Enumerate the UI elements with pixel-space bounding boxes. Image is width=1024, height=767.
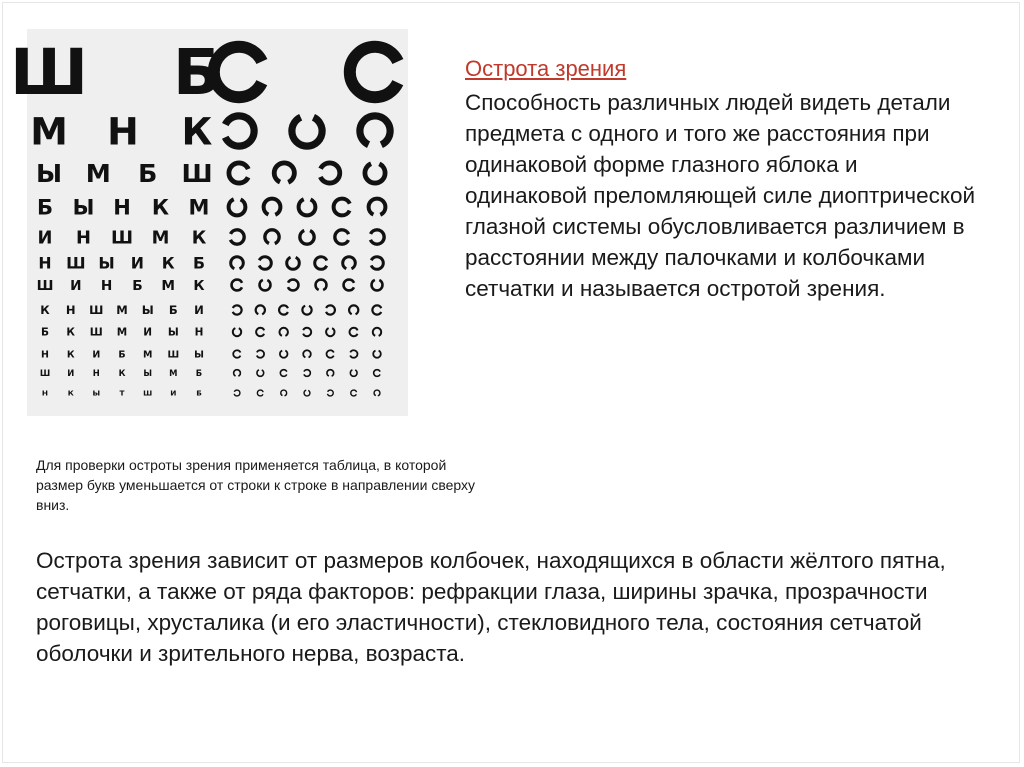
landolt-ring: [224, 116, 254, 146]
landolt-ring: [344, 280, 355, 291]
chart-letter: Н: [65, 303, 76, 318]
chart-letter: И: [92, 349, 101, 361]
landolt-ring: [233, 350, 241, 358]
chart-letter: И: [194, 303, 204, 318]
landolt-ring: [232, 280, 243, 291]
chart-letter: Н: [76, 227, 91, 249]
chart-letter: Н: [92, 367, 100, 378]
chart-letter: Ш: [143, 388, 153, 398]
chart-letter: М: [30, 109, 68, 154]
chart-letter: Б: [36, 195, 54, 220]
chart-letter: И: [70, 277, 82, 294]
chart-letter: М: [142, 349, 153, 361]
chart-letter: Б: [192, 253, 206, 273]
landolt-ring: [365, 163, 385, 183]
chart-letter: Н: [107, 109, 139, 154]
chart-letter: М: [151, 227, 170, 249]
chart-letter: К: [40, 303, 50, 318]
chart-letter: М: [188, 195, 210, 220]
definition-text: Способность различных людей видеть детали предмета с одного и того же расстояния при одинаковой форме глазного яблока и одинаковой преломляющей силе диоптрической глазной системы обусловливается различием в расстоянии между палочками и колбочками сетчатки и называется остротой зрения.: [465, 90, 976, 301]
chart-letter: Б: [195, 367, 203, 378]
landolt-ring: [256, 328, 264, 336]
chart-letter: Ы: [35, 158, 63, 188]
chart-letter: Ш: [39, 367, 51, 378]
landolt-ring: [232, 305, 241, 314]
landolt-ring: [335, 230, 349, 244]
landolt-ring: [229, 199, 246, 216]
chart-letter: Ы: [92, 388, 101, 398]
chart-letter: Т: [119, 388, 125, 398]
chart-letter: К: [193, 277, 205, 294]
chart-letter: Н: [41, 349, 49, 361]
landolt-ring: [299, 199, 316, 216]
landolt-ring: [303, 328, 311, 336]
landolt-ring: [350, 47, 400, 97]
chart-letter: М: [169, 367, 178, 378]
landolt-ring: [281, 390, 287, 396]
chart-letter: Н: [100, 277, 113, 294]
landolt-ring: [304, 390, 310, 396]
landolt-ring: [372, 280, 383, 291]
chart-letter: Ы: [167, 326, 179, 339]
chart-letter: Ш: [10, 36, 88, 110]
landolt-ring: [214, 47, 264, 97]
landolt-ring: [257, 350, 265, 358]
chart-letter: М: [161, 277, 175, 294]
chart-letter: К: [191, 227, 207, 249]
eye-chart: [10, 29, 408, 416]
chart-letter: Ы: [98, 253, 115, 273]
eye-chart-canvas: [10, 29, 408, 416]
chart-letter: И: [130, 253, 144, 273]
landolt-ring: [327, 390, 333, 396]
chart-letter: Ш: [181, 158, 213, 188]
chart-letter: К: [161, 253, 175, 273]
landolt-ring: [343, 257, 356, 270]
chart-letter: Ы: [143, 367, 153, 378]
chart-letter: К: [151, 195, 170, 220]
landolt-ring: [257, 370, 264, 377]
chart-letter: И: [67, 367, 75, 378]
chart-letter: И: [37, 227, 53, 249]
landolt-ring: [360, 116, 390, 146]
chart-letter: Ы: [72, 195, 95, 220]
landolt-ring: [233, 328, 241, 336]
landolt-ring: [350, 328, 358, 336]
chart-letter: К: [66, 326, 75, 339]
landolt-ring: [327, 350, 335, 358]
chart-letter: Б: [196, 388, 202, 398]
page-title: Острота зрения: [465, 56, 627, 81]
landolt-ring: [300, 230, 314, 244]
landolt-ring: [349, 305, 358, 314]
landolt-ring: [260, 280, 271, 291]
landolt-ring: [287, 257, 300, 270]
landolt-ring: [372, 305, 381, 314]
landolt-ring: [229, 163, 249, 183]
landolt-ring: [265, 230, 279, 244]
chart-letter: М: [116, 303, 128, 318]
landolt-ring: [326, 328, 334, 336]
landolt-ring: [327, 370, 334, 377]
landolt-ring: [302, 305, 311, 314]
chart-letter: И: [170, 388, 177, 398]
chart-letter: Б: [40, 326, 50, 339]
chart-letter: К: [118, 367, 126, 378]
chart-letter: К: [181, 109, 213, 154]
chart-letter: М: [116, 326, 128, 339]
landolt-ring: [231, 257, 244, 270]
landolt-ring: [274, 163, 294, 183]
landolt-ring: [316, 280, 327, 291]
landolt-ring: [369, 199, 386, 216]
landolt-ring: [256, 305, 265, 314]
chart-caption: Для проверки остроты зрения применяется таблица, в которой размер букв уменьшается от строки к строке в направлении сверху вниз.: [36, 457, 476, 513]
chart-letter: Ш: [110, 227, 134, 249]
chart-letter: Б: [118, 349, 126, 361]
landolt-ring: [371, 257, 384, 270]
chart-letter: Ы: [194, 349, 204, 361]
landolt-ring: [257, 390, 263, 396]
body-paragraph: Острота зрения зависит от размеров колбочек, находящихся в области жёлтого пятна, сетчатки, а также от ряда факторов: рефракции глаза, ширины зрачка, прозрачности роговицы, хрусталика (и его эластичности), стекловидного тела, состояния сетчатой оболочки и зрительного нерва, возраста.: [36, 548, 946, 666]
chart-letter: И: [143, 326, 153, 339]
landolt-ring: [374, 390, 380, 396]
chart-letter: Ш: [36, 277, 54, 294]
chart-letter: Ш: [89, 326, 103, 339]
chart-letter: К: [67, 388, 74, 398]
landolt-ring: [373, 350, 381, 358]
chart-letter: Б: [132, 277, 143, 294]
chart-letter: Ш: [66, 253, 86, 273]
landolt-ring: [279, 305, 288, 314]
chart-letter: Ш: [167, 349, 180, 361]
landolt-ring: [350, 350, 358, 358]
landolt-ring: [264, 199, 281, 216]
landolt-ring: [259, 257, 272, 270]
landolt-ring: [315, 257, 328, 270]
landolt-ring: [288, 280, 299, 291]
landolt-ring: [374, 370, 381, 377]
landolt-ring: [280, 350, 288, 358]
landolt-ring: [304, 370, 311, 377]
chart-letter: Ш: [89, 303, 104, 318]
landolt-ring: [326, 305, 335, 314]
chart-letter: Н: [38, 253, 52, 273]
chart-letter: Б: [138, 158, 158, 188]
chart-letter: Б: [168, 303, 178, 318]
landolt-ring: [230, 230, 244, 244]
landolt-ring: [373, 328, 381, 336]
chart-letter: Н: [41, 388, 49, 398]
landolt-ring: [280, 328, 288, 336]
landolt-ring: [320, 163, 340, 183]
chart-letter: Н: [194, 326, 204, 339]
landolt-ring: [234, 370, 241, 377]
landolt-ring: [292, 116, 322, 146]
landolt-ring: [280, 370, 287, 377]
landolt-ring: [234, 390, 240, 396]
chart-letter: Б: [172, 36, 222, 110]
chart-letter: Н: [113, 195, 131, 220]
landolt-ring: [303, 350, 311, 358]
landolt-ring: [334, 199, 351, 216]
chart-letter: Ы: [141, 303, 154, 318]
landolt-ring: [370, 230, 384, 244]
landolt-ring: [350, 370, 357, 377]
landolt-ring: [351, 390, 357, 396]
chart-letter: М: [85, 158, 111, 188]
chart-letter: К: [66, 349, 75, 361]
